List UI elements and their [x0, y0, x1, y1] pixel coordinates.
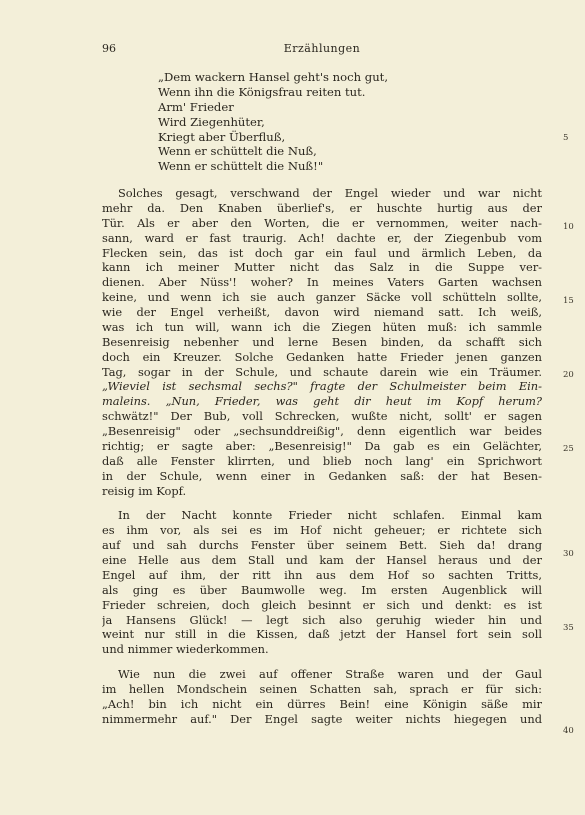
line-number: 10 [563, 222, 574, 232]
line-number: 40 [563, 726, 574, 736]
text-line: „Ach! bin ich nicht ein dürres Bein! eine Königin säße mir [102, 696, 542, 711]
text-line: dienen. Aber Nüss'! woher? In meines Vaters Garten wachsen [102, 275, 542, 290]
text-line: schwätz!" Der Bub, voll Schrecken, wußte nicht, sollt' er sagen [102, 409, 542, 424]
verse-line: Kriegt aber Überfluß, [158, 129, 286, 144]
text-line: nimmermehr auf." Der Engel sagte weiter nichts hiegegen und [102, 711, 542, 726]
text-line: auf und sah durchs Fenster über seinem Bett. Sieh da! drang [102, 538, 542, 553]
text-line: kann ich meiner Mutter nicht das Salz in die Suppe ver- [102, 260, 542, 275]
verse-line: Wenn er schüttelt die Nuß!" [158, 159, 324, 174]
text-line: was ich tun will, wann ich die Ziegen hüten muß: ich sammle [102, 319, 542, 334]
page-header [102, 42, 542, 58]
verse-line: Arm' Frieder [158, 99, 234, 114]
text-line: daß alle Fenster klirrten, und blieb noch lang' ein Sprichwort [102, 453, 542, 468]
prose-block [102, 186, 542, 727]
line-number: 30 [563, 549, 574, 559]
text-line: „Besenreisig" oder „sechsunddreißig", denn eigentlich war beides [102, 424, 542, 438]
text-line: Frieder schreien, doch gleich besinnt er sich und denkt: es ist [102, 597, 542, 612]
text-line: es ihm vor, als sei es im Hof nicht geheuer; er richtete sich [102, 523, 542, 538]
text-line: eine Helle aus dem Stall und kam der Hansel heraus und der [102, 553, 542, 567]
text-line: „Wieviel ist sechsmal sechs?" fragte der Schulmeister beim Ein- [102, 379, 542, 394]
text-line: maleins. „Nun, Frieder, was geht dir heut im Kopf herum? [102, 394, 542, 409]
text-line: Flecken sein, das ist doch gar ein faul und ärmlich Leben, da [102, 245, 542, 260]
verse-block [158, 70, 538, 174]
text-line: keine, und wenn ich sie auch ganzer Säcke voll schütteln sollte, [102, 290, 542, 305]
text-line: Tür. Als er aber den Worten, die er vernommen, weiter nach- [102, 215, 542, 230]
verse-line: Wird Ziegenhüter, [158, 114, 265, 129]
text-line: in der Schule, wenn einer in Gedanken saß: der hat Besen- [102, 468, 542, 483]
text-line: doch ein Kreuzer. Solche Gedanken hatte Frieder jenen ganzen [102, 349, 542, 364]
line-number: 15 [563, 296, 574, 306]
text-line: als ging es über Baumwolle weg. Im ersten Augenblick will [102, 582, 542, 597]
text-line: weint nur still in die Kissen, daß jetzt der Hansel fort sein soll [102, 627, 542, 642]
text-line: Engel auf ihm, der ritt ihn aus dem Hof so sachten Tritts, [102, 567, 542, 582]
text-line: Solches gesagt, verschwand der Engel wieder und war nicht [118, 186, 542, 200]
line-number: 25 [563, 444, 574, 454]
text-line: Wie nun die zwei auf offener Straße waren und der Gaul [118, 667, 542, 682]
text-line: und nimmer wiederkommen. [102, 642, 269, 657]
line-number: 5 [563, 133, 569, 143]
running-title: Erzählungen [283, 42, 361, 55]
verse-line: „Dem wackern Hansel geht's noch gut, [158, 70, 389, 84]
paragraph-gap [102, 498, 542, 508]
text-line: richtig; er sagte aber: „Besenreisig!" Da gab es ein Gelächter, [102, 438, 542, 453]
line-number: 20 [563, 370, 574, 380]
text-line: im hellen Mondschein seinen Schatten sah, sprach er für sich: [102, 682, 542, 696]
text-line: wie der Engel verheißt, davon wird niemand satt. Ich weiß, [102, 305, 542, 319]
page-number: 96 [102, 42, 116, 55]
text-line: In der Nacht konnte Frieder nicht schlafen. Einmal kam [118, 508, 542, 523]
verse-line: Wenn er schüttelt die Nuß, [158, 144, 317, 159]
text-line: Besenreisig nebenher und lerne Besen binden, da schafft sich [102, 334, 542, 349]
text-line: reisig im Kopf. [102, 483, 187, 498]
verse-line: Wenn ihn die Königsfrau reiten tut. [158, 84, 366, 99]
paragraph-gap [102, 657, 542, 667]
text-line: mehr da. Den Knaben überlief's, er huschte hurtig aus der [102, 200, 542, 215]
text-line: ja Hansens Glück! — legt sich also geruhig wieder hin und [102, 612, 542, 627]
line-number: 35 [563, 623, 574, 633]
text-line: Tag, sogar in der Schule, und schaute darein wie ein Träumer. [102, 364, 542, 379]
text-line: sann, ward er fast traurig. Ach! dachte er, der Ziegenbub vom [102, 230, 542, 245]
